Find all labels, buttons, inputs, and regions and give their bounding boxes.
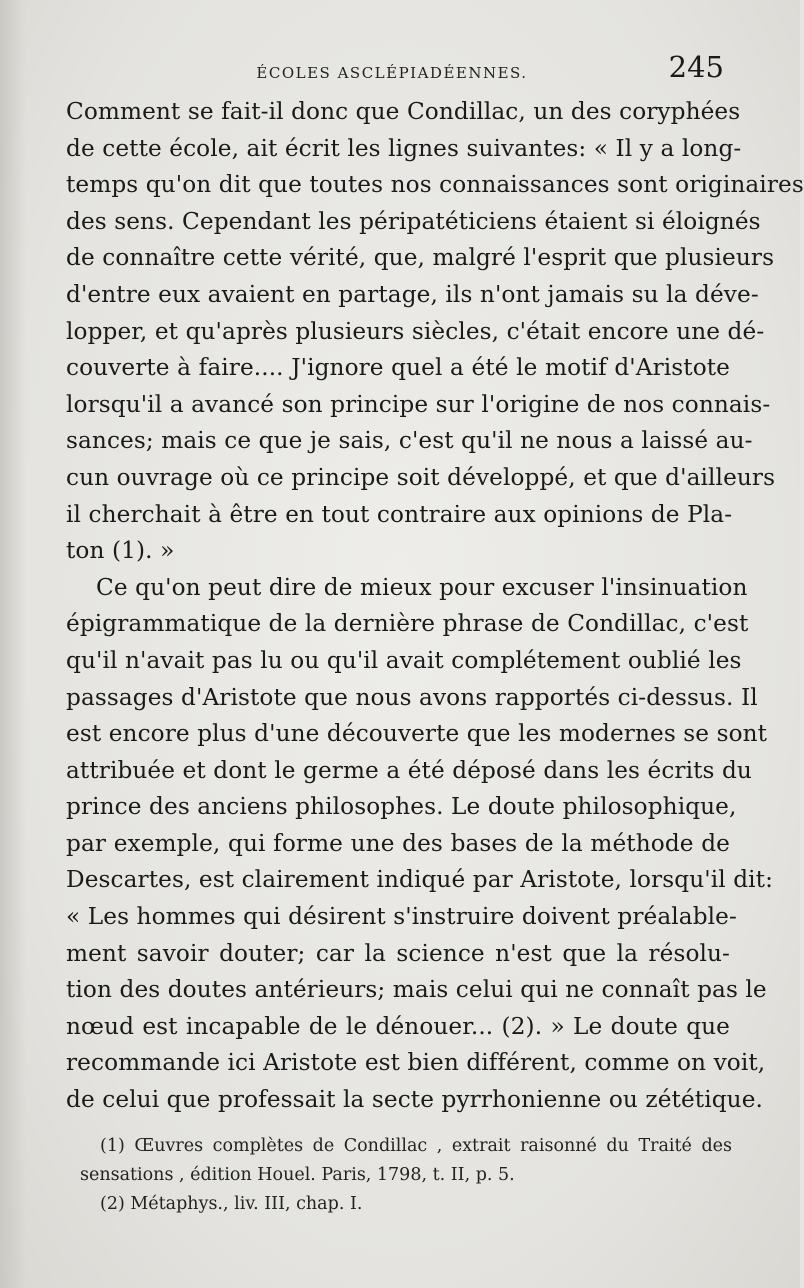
text-line: couverte à faire.... J'ignore quel a été le motif d'Aristote xyxy=(66,354,730,382)
running-head: ÉCOLES ASCLÉPIADÉENNES. xyxy=(256,64,528,82)
paragraph-2 xyxy=(66,570,773,1119)
paragraph-1 xyxy=(66,94,804,570)
text-line: « Les hommes qui désirent s'instruire doivent préalable- xyxy=(66,903,737,931)
text-line: Comment se fait-il donc que Condillac, un des coryphées xyxy=(66,98,741,125)
text-line: de celui que professait la secte pyrrhonienne ou zététique. xyxy=(66,1086,763,1114)
text-line: épigrammatique de la dernière phrase de Condillac, c'est xyxy=(66,610,749,638)
text-line: de cette école, ait écrit les lignes suivantes: « Il y a long- xyxy=(66,134,742,162)
text-line: des sens. Cependant les péripatéticiens étaient si éloignés xyxy=(66,207,761,235)
text-line: qu'il n'avait pas lu ou qu'il avait complétement oublié les xyxy=(66,646,742,674)
text-line: attribuée et dont le germe a été déposé dans les écrits du xyxy=(66,756,752,784)
binding-shadow xyxy=(0,0,26,1288)
text-line: tion des doutes antérieurs; mais celui qui ne connaît pas le xyxy=(66,976,767,1004)
text-line: cun ouvrage où ce principe soit développé, et que d'ailleurs xyxy=(66,463,776,491)
footnotes xyxy=(80,1132,732,1219)
text-line: Descartes, est clairement indiqué par Aristote, lorsqu'il dit: xyxy=(66,866,773,894)
page-header xyxy=(60,50,724,98)
text-line: nœud est incapable de le dénouer... (2). » Le doute que xyxy=(66,1012,730,1040)
footnote-1-line-1: (1) Œuvres complètes de Condillac , extrait raisonné du Traité des xyxy=(100,1136,732,1156)
text-line: recommande ici Aristote est bien différent, comme on voit, xyxy=(66,1049,766,1077)
text-line: sances; mais ce que je sais, c'est qu'il ne nous a laissé au- xyxy=(66,427,753,455)
text-line: prince des anciens philosophes. Le doute philosophique, xyxy=(66,793,737,821)
footnote-2: (2) Métaphys., liv. III, chap. I. xyxy=(100,1194,363,1214)
text-line: ment savoir douter; car la science n'est que la résolu- xyxy=(66,939,730,967)
text-line: passages d'Aristote que nous avons rapportés ci-dessus. Il xyxy=(66,683,758,711)
text-line: ton (1). » xyxy=(66,537,175,565)
footnote-1-line-2: sensations , édition Houel. Paris, 1798, t. II, p. 5. xyxy=(80,1165,515,1185)
body-text xyxy=(66,94,804,1119)
text-line: il cherchait à être en tout contraire aux opinions de Pla- xyxy=(66,500,733,528)
page-number: 245 xyxy=(668,50,724,84)
text-line: temps qu'on dit que toutes nos connaissances sont originaires xyxy=(66,171,804,199)
text-line: d'entre eux avaient en partage, ils n'ont jamais su la déve- xyxy=(66,280,759,308)
text-line: par exemple, qui forme une des bases de la méthode de xyxy=(66,829,730,857)
text-line: lopper, et qu'après plusieurs siècles, c'était encore une dé- xyxy=(66,317,765,345)
text-line: est encore plus d'une découverte que les modernes se sont xyxy=(66,720,768,748)
text-line: lorsqu'il a avancé son principe sur l'origine de nos connais- xyxy=(66,390,771,418)
text-line: de connaître cette vérité, que, malgré l'esprit que plusieurs xyxy=(66,244,775,272)
text-line: Ce qu'on peut dire de mieux pour excuser l'insinuation xyxy=(96,573,748,601)
